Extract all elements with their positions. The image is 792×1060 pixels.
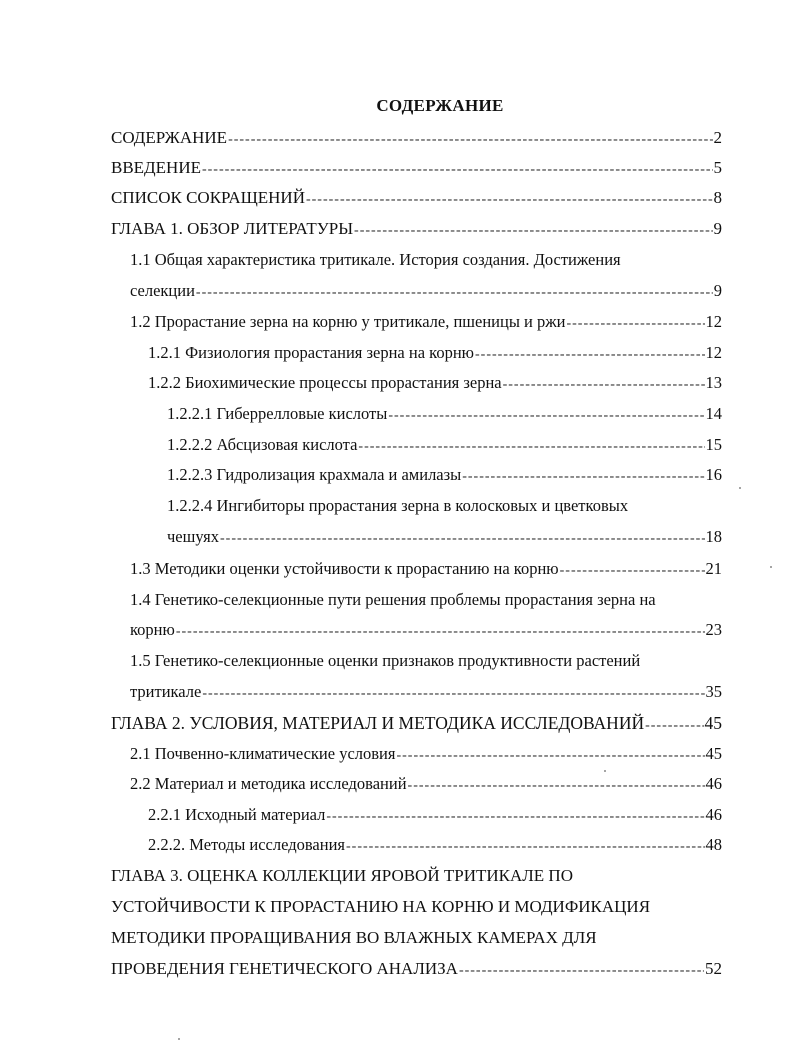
toc-entry (130, 774, 722, 796)
toc-leader (396, 746, 704, 766)
toc-entry-label: ВВЕДЕНИЕ (111, 158, 201, 177)
toc-entry (148, 835, 722, 857)
toc-leader (459, 961, 704, 981)
toc-entry-label: 1.2.2.4 Ингибиторы прорастания зерна в колосковых и цветковых (167, 496, 629, 515)
toc-entry-label: 2.2.1 Исходный материал (148, 805, 326, 824)
toc-entry-label: СОДЕРЖАНИЕ (111, 128, 228, 147)
toc-entry (148, 805, 722, 827)
toc-entry-label: ПРОВЕДЕНИЯ ГЕНЕТИЧЕСКОГО АНАЛИЗА (111, 959, 458, 978)
toc-leader (645, 716, 703, 736)
toc-entry-page: 21 (705, 559, 722, 578)
toc-leader (196, 283, 713, 303)
toc-entry (111, 128, 722, 150)
toc-entry (130, 281, 722, 303)
toc-entry-page: 5 (713, 158, 722, 177)
toc-entry-label: селекции (130, 281, 195, 300)
toc-entry (167, 404, 722, 426)
toc-entry-page: 18 (705, 527, 722, 546)
toc-leader (346, 837, 704, 857)
toc-entry-label: СПИСОК СОКРАЩЕНИЙ (111, 188, 305, 207)
scan-speck (178, 1038, 180, 1040)
toc-entry-page: 48 (705, 835, 722, 854)
toc-leader (202, 684, 704, 704)
toc-entry-page: 16 (705, 465, 722, 484)
toc-entry-page: 12 (705, 343, 722, 362)
toc-entry (167, 527, 722, 549)
toc-entry-label: 1.4 Генетико-селекционные пути решения проблемы прорастания зерна на (130, 590, 656, 609)
toc-entry-page: 13 (705, 373, 722, 392)
toc-entry (130, 682, 722, 704)
toc-entry (167, 435, 722, 457)
toc-leader (503, 375, 705, 395)
toc-leader (326, 807, 704, 827)
toc-entry (130, 559, 722, 581)
toc-entry-label: 1.5 Генетико-селекционные оценки признаков продуктивности растений (130, 651, 641, 670)
toc-entry-label: ГЛАВА 3. ОЦЕНКА КОЛЛЕКЦИИ ЯРОВОЙ ТРИТИКАЛЕ ПО (111, 866, 573, 885)
toc-entry (111, 219, 722, 241)
toc-leader (220, 529, 704, 549)
toc-entry-page: 45 (704, 713, 722, 733)
toc-entry-label: 2.2.2. Методы исследования (148, 835, 346, 854)
toc-entry-page: 2 (713, 128, 722, 147)
toc-entry-label: 1.2.2.1 Гиберрелловые кислоты (167, 404, 388, 423)
toc-leader (560, 561, 705, 581)
toc-entry-label: 2.2 Материал и методика исследований (130, 774, 407, 793)
toc-entry-label: 1.2.1 Физиология прорастания зерна на корню (148, 343, 474, 362)
toc-leader (306, 190, 713, 210)
toc-entry-page: 45 (705, 744, 722, 763)
toc-leader (475, 345, 705, 365)
toc-entry-page: 52 (705, 959, 722, 978)
toc-leader (176, 622, 705, 642)
toc-leader (388, 406, 704, 426)
toc-entry-page: 46 (705, 805, 722, 824)
document-title: СОДЕРЖАНИЕ (376, 96, 504, 115)
toc-entry (111, 713, 722, 736)
scan-speck (770, 566, 772, 568)
toc-entry (111, 158, 722, 180)
toc-leader (228, 130, 712, 150)
scan-speck (739, 487, 741, 489)
toc-entry-label: 1.3 Методики оценки устойчивости к прорастанию на корню (130, 559, 559, 578)
toc-leader (462, 467, 704, 487)
toc-leader (354, 221, 712, 241)
toc-leader (566, 314, 704, 334)
toc-entry (111, 959, 722, 981)
toc-entry-label: корню (130, 620, 175, 639)
toc-entry-label: МЕТОДИКИ ПРОРАЩИВАНИЯ ВО ВЛАЖНЫХ КАМЕРАХ ДЛЯ (111, 928, 597, 947)
toc-entry (167, 465, 722, 487)
toc-entry-label: УСТОЙЧИВОСТИ К ПРОРАСТАНИЮ НА КОРНЮ И МОДИФИКАЦИЯ (111, 897, 651, 916)
toc-entry-label: 1.1 Общая характеристика тритикале. История создания. Достижения (130, 250, 621, 269)
toc-entry (111, 188, 722, 210)
toc-leader (408, 776, 705, 796)
toc-entry-page: 35 (705, 682, 722, 701)
toc-leader (202, 160, 713, 180)
toc-entry-page: 8 (713, 188, 722, 207)
toc-entry (130, 620, 722, 642)
toc-entry-label: чешуях (167, 527, 220, 546)
toc-entry-label: 2.1 Почвенно-климатические условия (130, 744, 396, 763)
toc-entry (148, 343, 722, 365)
toc-entry-label: 1.2.2 Биохимические процессы прорастания зерна (148, 373, 502, 392)
toc-entry-page: 14 (705, 404, 722, 423)
toc-entry (148, 373, 722, 395)
toc-entry-page: 12 (705, 312, 722, 331)
toc-entry-label: 1.2.2.3 Гидролизация крахмала и амилазы (167, 465, 462, 484)
toc-entry-page: 9 (713, 281, 722, 300)
toc-entry-label: тритикале (130, 682, 202, 701)
toc-entry-label: ГЛАВА 1. ОБЗОР ЛИТЕРАТУРЫ (111, 219, 354, 238)
toc-entry-page: 23 (705, 620, 722, 639)
toc-entry-label: 1.2.2.2 Абсцизовая кислота (167, 435, 358, 454)
toc-entry-label: 1.2 Прорастание зерна на корню у тритикале, пшеницы и ржи (130, 312, 566, 331)
toc-entry (130, 312, 722, 334)
toc-entry-page: 46 (705, 774, 722, 793)
toc-entry (130, 744, 722, 766)
toc-leader (358, 437, 704, 457)
scan-speck (604, 770, 606, 772)
toc-entry-page: 9 (713, 219, 722, 238)
toc-entry-label: ГЛАВА 2. УСЛОВИЯ, МАТЕРИАЛ И МЕТОДИКА ИССЛЕДОВАНИЙ (111, 713, 645, 733)
toc-entry-page: 15 (705, 435, 722, 454)
